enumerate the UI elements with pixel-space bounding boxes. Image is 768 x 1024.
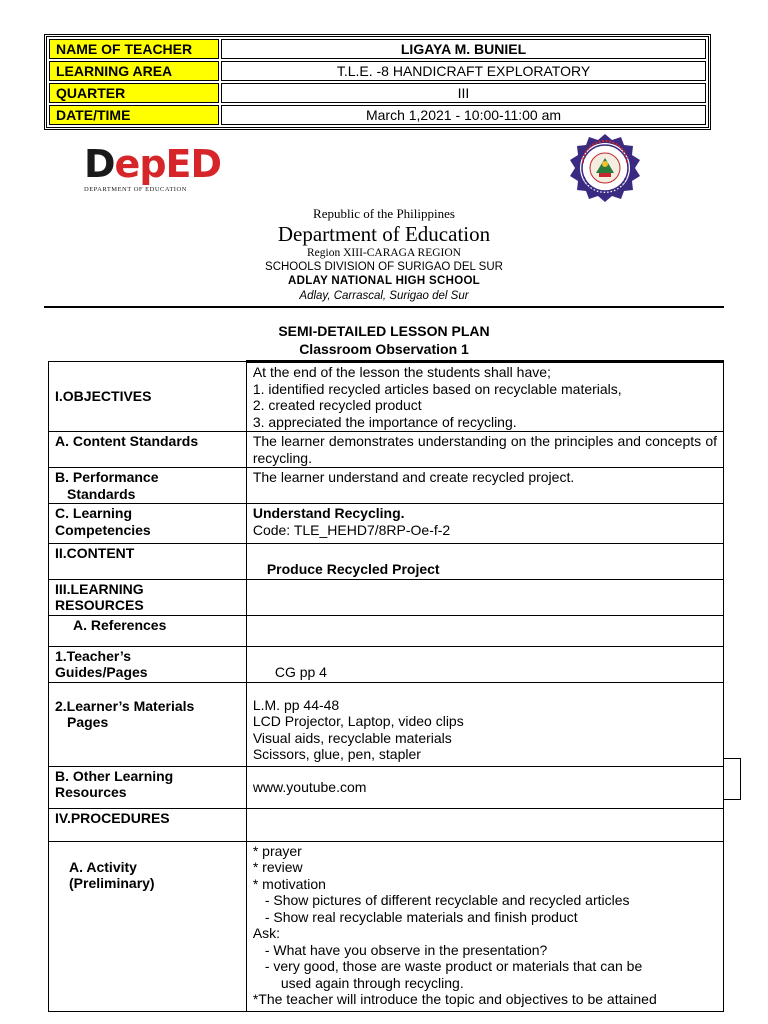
competencies-title: Understand Recycling. (252, 505, 405, 521)
learning-resources-cell (246, 579, 723, 615)
learning-competencies-label: C. Learning Competencies (49, 504, 247, 544)
activity-line: - Show real recyclable materials and finish product (264, 908, 578, 925)
table-row (49, 504, 724, 544)
letterhead-divider (44, 306, 724, 308)
list-item: Visual aids, recyclable materials (252, 729, 452, 746)
other-resources-label: B. Other Learning Resources (49, 766, 247, 808)
table-row (49, 766, 724, 808)
activity-line: *The teacher will introduce the topic and objectives to be attained (252, 991, 657, 1007)
info-value-date-time: March 1,2021 - 10:00-11:00 am (221, 105, 706, 125)
activity-label: A. Activity (Preliminary) (49, 841, 247, 1011)
table-row (49, 646, 724, 682)
activity-line: - What have you observe in the presentation? (264, 941, 548, 958)
info-row (49, 39, 706, 59)
performance-standards-label: B. Performance Standards (49, 468, 247, 504)
activity-line: - very good, those are waste product or materials that can be (264, 958, 643, 974)
info-label-quarter: QUARTER (49, 83, 219, 103)
content-label: II.CONTENT (49, 544, 247, 580)
objectives-cell (246, 362, 723, 432)
letterhead-school: ADLAY NATIONAL HIGH SCHOOL (287, 275, 481, 287)
table-edge-box (724, 758, 741, 800)
info-row (49, 61, 706, 81)
teachers-guides-text: CG pp 4 (274, 663, 327, 680)
learning-resources-label: III.LEARNING RESOURCES (49, 579, 247, 615)
activity-line: * motivation (252, 875, 326, 892)
list-item: Scissors, glue, pen, stapler (252, 746, 421, 762)
list-item: L.M. pp 44-48 (252, 696, 340, 713)
letterhead-region: Region XIII-CARAGA REGION (307, 247, 461, 259)
teachers-guides-label: 1.Teacher’s Guides/Pages (49, 646, 247, 682)
school-seal-icon (566, 133, 644, 203)
deped-logo-wordmark: DepED (84, 142, 222, 186)
content-text: Produce Recycled Project (266, 561, 440, 577)
learning-competencies-cell (246, 504, 723, 544)
table-row (49, 808, 724, 841)
teachers-guides-cell (246, 646, 723, 682)
table-row (49, 682, 724, 766)
procedures-cell (246, 808, 723, 841)
activity-line: Ask: (252, 925, 281, 941)
letterhead-division: SCHOOLS DIVISION OF SURIGAO DEL SUR (265, 261, 503, 273)
activity-line: used again through recycling. (280, 974, 464, 991)
references-cell (246, 615, 723, 646)
activity-cell (246, 841, 723, 1011)
activity-line: * prayer (252, 842, 302, 859)
content-standards-text: The learner demonstrates understanding on the principles and concepts of recycling. (246, 432, 723, 468)
objectives-line: At the end of the lesson the students shall have; (252, 364, 551, 380)
info-value-learning-area: T.L.E. -8 HANDICRAFT EXPLORATORY (221, 61, 706, 81)
procedures-label: IV.PROCEDURES (49, 808, 247, 841)
letterhead-address: Adlay, Carrascal, Surigao del Sur (299, 290, 469, 302)
objectives-line: 3. appreciated the importance of recycling. (252, 413, 517, 430)
info-label-date-time: DATE/TIME (49, 105, 219, 125)
table-row (49, 544, 724, 580)
competencies-code: Code: TLE_HEHD7/8RP-Oe-f-2 (252, 521, 451, 538)
activity-line: * review (252, 859, 303, 875)
letterhead-republic: Republic of the Philippines (313, 206, 455, 221)
table-row (49, 362, 724, 432)
list-item: LCD Projector, Laptop, video clips (252, 713, 464, 729)
references-label: A. References (49, 615, 247, 646)
learners-materials-label: 2.Learner’s Materials Pages (49, 682, 247, 766)
other-resources-text: www.youtube.com (246, 766, 723, 808)
activity-line: - Show pictures of different recyclable and recycled articles (264, 892, 630, 908)
document-subtitle: Classroom Observation 1 (299, 341, 469, 357)
table-row (49, 579, 724, 615)
info-label-learning-area: LEARNING AREA (49, 61, 219, 81)
info-row (49, 105, 706, 125)
table-row (49, 468, 724, 504)
content-standards-label: A. Content Standards (49, 432, 247, 468)
objectives-label: I.OBJECTIVES (49, 362, 247, 432)
document-title: SEMI-DETAILED LESSON PLAN (278, 323, 490, 339)
table-row (49, 841, 724, 1011)
deped-logo-subtitle: DEPARTMENT OF EDUCATION (84, 186, 187, 193)
content-cell (246, 544, 723, 580)
table-row (49, 615, 724, 646)
info-row (49, 83, 706, 103)
info-label-teacher: NAME OF TEACHER (49, 39, 219, 59)
teacher-info-table (44, 34, 711, 130)
info-value-quarter: III (221, 83, 706, 103)
letterhead-department: Department of Education (277, 222, 491, 246)
performance-standards-text: The learner understand and create recycled project. (246, 468, 723, 504)
info-value-teacher: LIGAYA M. BUNIEL (221, 39, 706, 59)
objectives-line: 1. identified recycled articles based on recyclable materials, (252, 380, 622, 397)
table-row (49, 432, 724, 468)
objectives-line: 2. created recycled product (252, 397, 422, 413)
lesson-plan-table (48, 360, 724, 1012)
deped-logo (84, 142, 222, 195)
learners-materials-cell (246, 682, 723, 766)
